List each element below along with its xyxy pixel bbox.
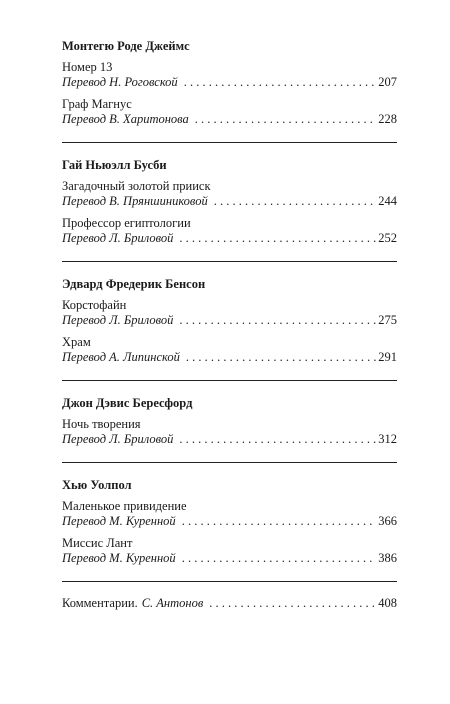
page-number: 252	[378, 231, 397, 245]
dot-leader	[182, 551, 377, 566]
dot-leader	[214, 194, 377, 209]
story-title: Корстофайн	[62, 298, 127, 312]
toc-entry	[62, 97, 397, 127]
page-number: 366	[378, 514, 397, 528]
translator: Перевод В. Харитонова	[62, 112, 189, 126]
translator: Перевод Л. Бриловой	[62, 231, 174, 245]
author-name: Гай Ньюэлл Бусби	[62, 158, 167, 172]
page-number: 207	[378, 75, 397, 89]
toc-entry	[62, 417, 397, 447]
translator: Перевод В. Пряншиниковой	[62, 194, 208, 208]
story-title: Храм	[62, 335, 91, 349]
story-title: Миссис Лант	[62, 536, 133, 550]
page-number: 408	[378, 596, 397, 610]
story-title: Ночь творения	[62, 417, 141, 431]
author-section	[62, 38, 397, 143]
toc-entry	[62, 216, 397, 246]
comments-label: Комментарии.	[62, 596, 138, 610]
translator: Перевод М. Куренной	[62, 551, 176, 565]
dot-leader	[195, 112, 376, 127]
toc-entry	[62, 536, 397, 566]
dot-leader	[182, 514, 377, 529]
translator: Перевод Н. Роговской	[62, 75, 178, 89]
page-number: 291	[378, 350, 397, 364]
story-title: Граф Магнус	[62, 97, 132, 111]
page-number: 244	[378, 194, 397, 208]
entry-line	[62, 112, 397, 127]
comments-author: С. Антонов	[141, 596, 204, 610]
story-title: Номер 13	[62, 60, 113, 74]
story-title: Загадочный золотой прииск	[62, 179, 211, 193]
entry-line	[62, 350, 397, 365]
dot-leader	[184, 75, 377, 90]
translator: Перевод М. Куренной	[62, 514, 176, 528]
dot-leader	[179, 313, 376, 328]
author-name: Хью Уолпол	[62, 478, 132, 492]
entry-line	[62, 194, 397, 209]
table-of-contents	[62, 38, 397, 611]
entry-line	[62, 551, 397, 566]
entry-line	[62, 231, 397, 246]
dot-leader	[179, 432, 376, 447]
author-section	[62, 395, 397, 463]
comments-entry	[62, 596, 397, 611]
entry-line	[62, 75, 397, 90]
page-number: 312	[378, 432, 397, 446]
author-name: Эдвард Фредерик Бенсон	[62, 277, 206, 291]
entry-line	[62, 313, 397, 328]
story-title: Профессор египтологии	[62, 216, 191, 230]
toc-entry	[62, 298, 397, 328]
page-number: 386	[378, 551, 397, 565]
toc-entry	[62, 335, 397, 365]
dot-leader	[209, 596, 376, 611]
entry-line	[62, 514, 397, 529]
page-number: 228	[378, 112, 397, 126]
translator: Перевод Л. Бриловой	[62, 313, 174, 327]
author-name: Монтегю Роде Джеймс	[62, 39, 190, 53]
dot-leader	[179, 231, 376, 246]
entry-line	[62, 432, 397, 447]
author-name: Джон Дэвис Бересфорд	[62, 396, 193, 410]
story-title: Маленькое привидение	[62, 499, 187, 513]
author-section	[62, 157, 397, 262]
page-number: 275	[378, 313, 397, 327]
author-section	[62, 276, 397, 381]
translator: Перевод А. Липинской	[62, 350, 180, 364]
author-section	[62, 477, 397, 582]
dot-leader	[186, 350, 376, 365]
toc-entry	[62, 179, 397, 209]
toc-entry	[62, 499, 397, 529]
translator: Перевод Л. Бриловой	[62, 432, 174, 446]
toc-entry	[62, 60, 397, 90]
